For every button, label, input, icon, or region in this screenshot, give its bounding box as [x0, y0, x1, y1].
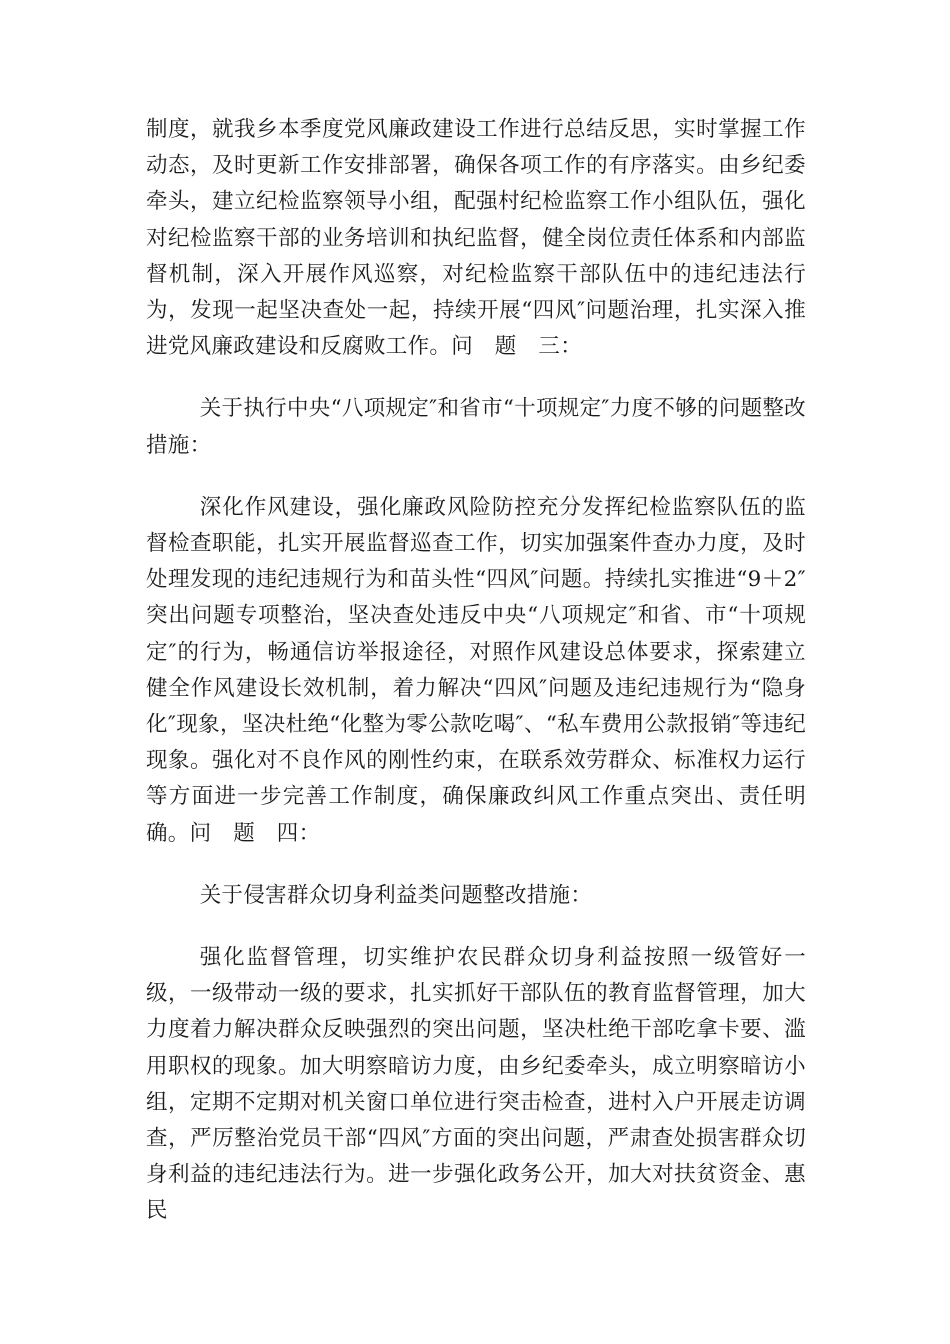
- paragraph-issue-three-heading: 关于执行中央“八项规定″和省市“十项规定″力度不够的问题整改措施：: [146, 396, 806, 458]
- paragraph-spacer: [146, 464, 806, 490]
- paragraph-spacer: [146, 852, 806, 878]
- paragraph-issue-three-measures: 深化作风建设，强化廉政风险防控充分发挥纪检监察队伍的监督检查职能，扎实开展监督巡查工作，切实加强案件查办力度，及时处理发现的违纪违规行为和苗头性“四风″问题。持续扎实推进“9＋2″突出问题专项整治，坚决查处违反中央“八项规定″和省、市“十项规定″的行为，畅通信访举报途径，对照作风建设总体要求，探索建立健全作风建设长效机制，着力解决“四风″问题及违纪违规行为“隐身化″现象，坚决杜绝“化整为零公款吃喝″、“私车费用公款报销″等违纪现象。强化对不良作风的刚性约束，在联系效劳群众、标准权力运行等方面进一步完善工作制度，确保廉政纠风工作重点突出、责任明确。问 题 四：: [146, 494, 806, 846]
- document-body: [146, 112, 806, 1230]
- paragraph-issue-four-measures: 强化监督管理，切实维护农民群众切身利益按照一级管好一级，一级带动一级的要求，扎实抓好干部队伍的教育监督管理，加大力度着力解决群众反映强烈的突出问题，坚决杜绝干部吃拿卡要、滥用职权的现象。加大明察暗访力度，由乡纪委牵头，成立明察暗访小组，定期不定期对机关窗口单位进行突击检查，进村入户开展走访调查，严厉整治党员干部“四风″方面的突出问题，严肃查处损害群众切身利益的违纪违法行为。进一步强化政务公开，加大对扶贫资金、惠民: [146, 945, 806, 1224]
- paragraph-spacer: [146, 914, 806, 940]
- paragraph-intro-continuation: 制度，就我乡本季度党风廉政建设工作进行总结反思，实时掌握工作动态，及时更新工作安排部署，确保各项工作的有序落实。由乡纪委牵头，建立纪检监察领导小组，配强村纪检监察工作小组队伍，强化对纪检监察干部的业务培训和执纪监督，健全岗位责任体系和内部监督机制，深入开展作风巡察，对纪检监察干部队伍中的违纪违法行为，发现一起坚决查处一起，持续开展“四风″问题治理，扎实深入推进党风廉政建设和反腐败工作。问 题 三：: [146, 117, 806, 360]
- paragraph-issue-four-heading: 关于侵害群众切身利益类问题整改措施：: [199, 882, 593, 908]
- paragraph-spacer: [146, 365, 806, 391]
